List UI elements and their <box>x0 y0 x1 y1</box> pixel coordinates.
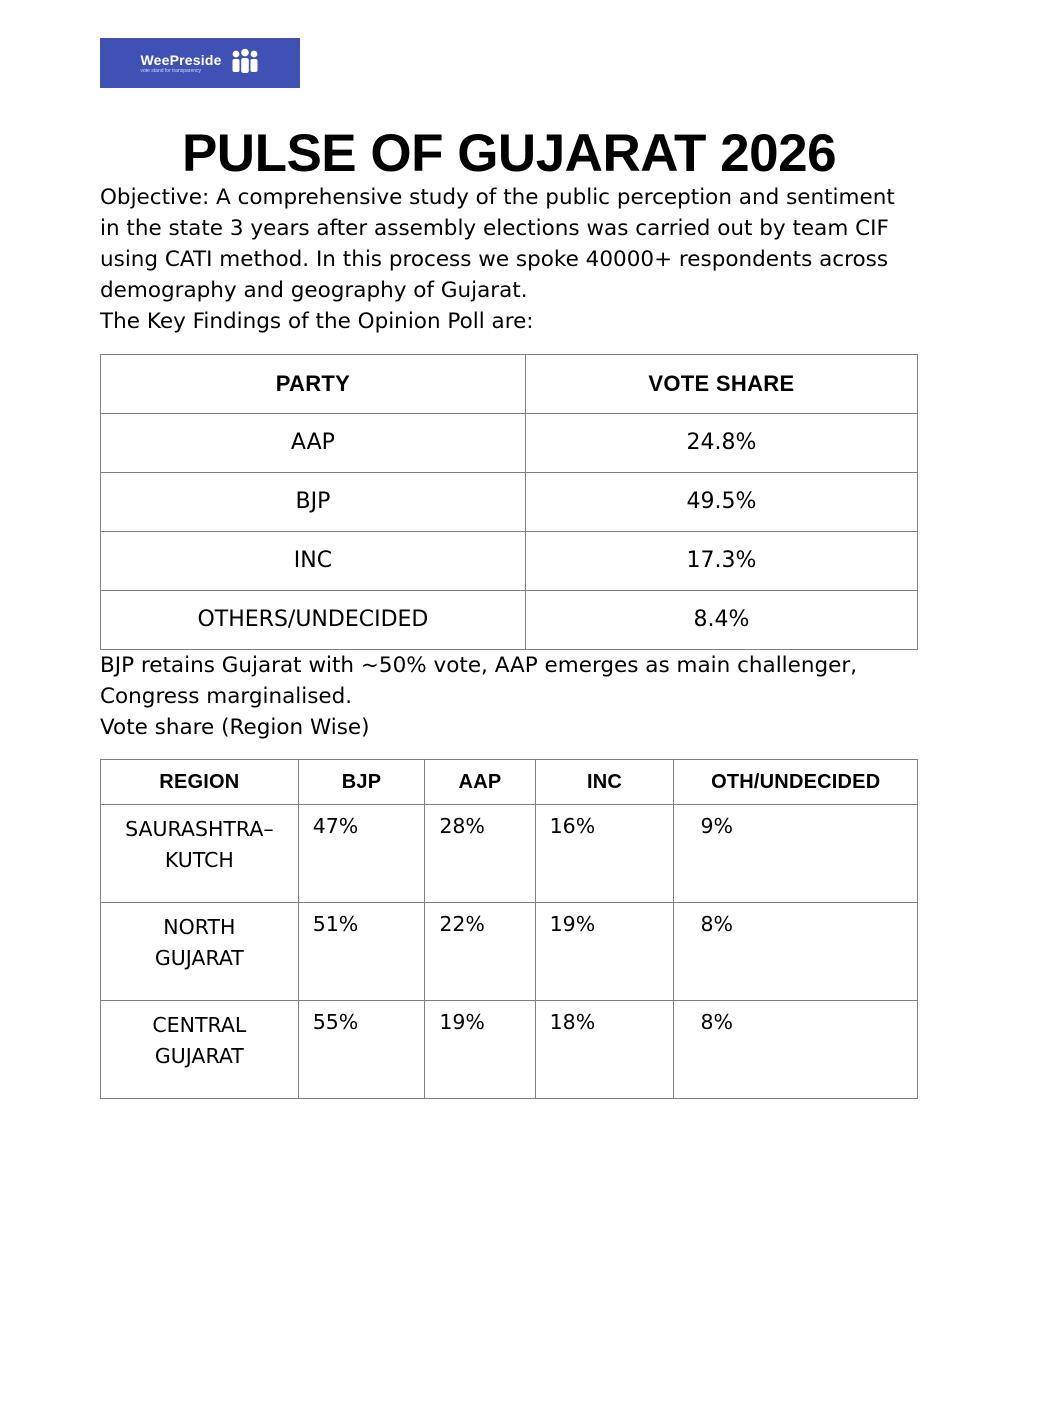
cell-oth: 9% <box>674 805 918 903</box>
cell-region <box>101 903 299 1001</box>
cell-party: INC <box>101 531 526 590</box>
region-line-1: NORTH <box>163 915 236 940</box>
region-line-2: KUTCH <box>164 847 234 872</box>
region-line-1: CENTRAL <box>152 1013 247 1038</box>
region-table-caption: Vote share (Region Wise) <box>100 714 370 740</box>
key-findings-lead: The Key Findings of the Opinion Poll are: <box>100 309 534 335</box>
region-vote-share-table <box>100 759 918 1099</box>
cell-aap: 19% <box>425 1001 535 1099</box>
column-header-aap: AAP <box>425 760 535 805</box>
summary-paragraph: BJP retains Gujarat with ~50% vote, AAP emerges as main challenger, Congress marginalised. <box>100 652 858 709</box>
column-header-inc: INC <box>535 760 674 805</box>
table-row <box>101 1001 918 1099</box>
region-line-2: GUJARAT <box>154 945 244 970</box>
document-content <box>100 38 918 1099</box>
page-title: PULSE OF GUJARAT 2026 <box>181 124 837 183</box>
cell-inc: 16% <box>535 805 674 903</box>
table-row <box>101 590 918 649</box>
cell-inc: 18% <box>535 1001 674 1099</box>
cell-region <box>101 805 299 903</box>
cell-vote-share: 49.5% <box>525 472 917 531</box>
cell-aap: 22% <box>425 903 535 1001</box>
cell-party: BJP <box>101 472 526 531</box>
cell-vote-share: 17.3% <box>525 531 917 590</box>
brand-text <box>140 53 221 74</box>
region-line-1: SAURASHTRA– <box>125 817 274 842</box>
party-vote-share-table <box>100 354 918 650</box>
region-line-2: GUJARAT <box>154 1043 244 1068</box>
brand-tagline: vote stand for transparency <box>140 67 202 74</box>
cell-aap: 28% <box>425 805 535 903</box>
table-row <box>101 413 918 472</box>
cell-inc: 19% <box>535 903 674 1001</box>
cell-party: OTHERS/UNDECIDED <box>101 590 526 649</box>
table-row <box>101 805 918 903</box>
cell-party: AAP <box>101 413 526 472</box>
brand-logo <box>100 38 300 88</box>
column-header-bjp: BJP <box>298 760 425 805</box>
table-row <box>101 472 918 531</box>
column-header-vote-share: VOTE SHARE <box>525 354 917 413</box>
cell-vote-share: 24.8% <box>525 413 917 472</box>
table-header-row <box>101 354 918 413</box>
cell-oth: 8% <box>674 903 918 1001</box>
cell-oth: 8% <box>674 1001 918 1099</box>
cell-vote-share: 8.4% <box>525 590 917 649</box>
column-header-region: REGION <box>101 760 299 805</box>
table-header-row <box>101 760 918 805</box>
table-row <box>101 903 918 1001</box>
cell-region <box>101 1001 299 1099</box>
brand-name: WeePreside <box>140 51 222 68</box>
column-header-oth-undecided: OTH/UNDECIDED <box>674 760 918 805</box>
cell-bjp: 47% <box>298 805 425 903</box>
cell-bjp: 51% <box>298 903 425 1001</box>
objective-paragraph: Objective: A comprehensive study of the public perception and sentiment in the state 3 years after assembly elections was carried out by team CIF using CATI method. In this process we spoke 40000+ respondents across demography and geography of Gujarat. <box>100 184 895 304</box>
people-group-icon <box>230 48 260 78</box>
cell-bjp: 55% <box>298 1001 425 1099</box>
column-header-party: PARTY <box>101 354 526 413</box>
table-row <box>101 531 918 590</box>
